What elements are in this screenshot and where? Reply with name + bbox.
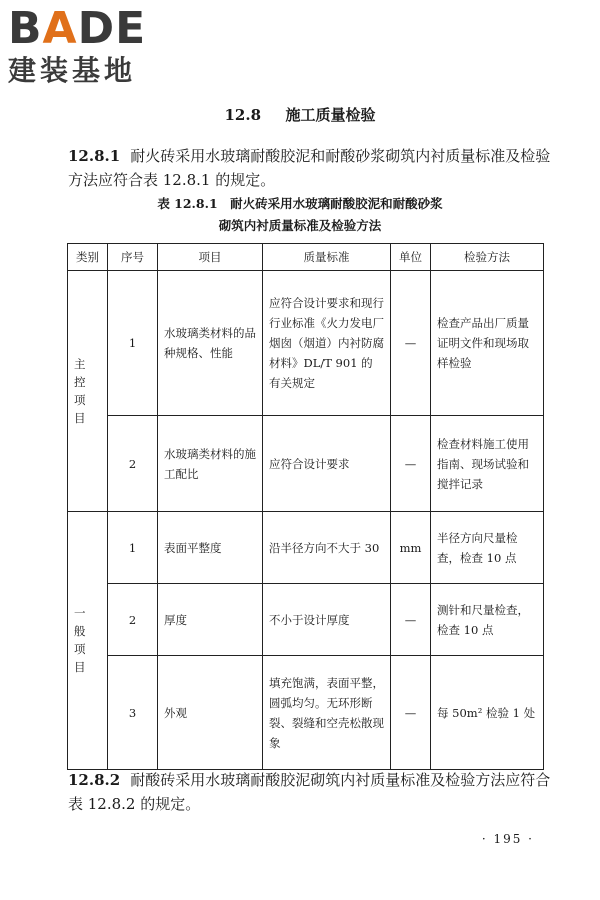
- section-title: 施工质量检验: [285, 106, 376, 124]
- row-unit: mm: [391, 512, 431, 584]
- table-row: [68, 656, 544, 770]
- quality-table: [67, 243, 544, 770]
- clause-text: 耐酸砖采用水玻璃耐酸胶泥砌筑内衬质量标准及检验方法应符合表 12.8.2 的规定。: [68, 771, 551, 813]
- row-standard: 沿半径方向不大于 30: [263, 512, 391, 584]
- header-method: 检验方法: [431, 244, 544, 271]
- row-unit: —: [391, 584, 431, 656]
- section-heading: [0, 104, 600, 125]
- row-method: 半径方向尺量检查，检查 10 点: [431, 512, 544, 584]
- header-unit: 单位: [391, 244, 431, 271]
- header-number: 序号: [108, 244, 158, 271]
- header-item: 项目: [158, 244, 263, 271]
- header-standard: 质量标准: [263, 244, 391, 271]
- logo: [8, 4, 178, 88]
- row-item: 表面平整度: [158, 512, 263, 584]
- header-category: 类别: [68, 244, 108, 271]
- logo-subtitle: 建装基地: [8, 54, 137, 87]
- row-number: 1: [108, 271, 158, 416]
- row-item: 水玻璃类材料的品种规格、性能: [158, 271, 263, 416]
- table-caption-line1: 表 12.8.1 耐火砖采用水玻璃耐酸胶泥和耐酸砂浆: [157, 196, 443, 211]
- table-header-row: [68, 244, 544, 271]
- page-number: · 195 ·: [481, 832, 534, 846]
- table-row: [68, 584, 544, 656]
- logo-wordmark: [8, 4, 178, 54]
- table-row: [68, 271, 544, 416]
- row-unit: —: [391, 271, 431, 416]
- clause-text: 耐火砖采用水玻璃耐酸胶泥和耐酸砂浆砌筑内衬质量标准及检验方法应符合表 12.8.1 的规定。: [68, 147, 551, 189]
- table-caption-line2: 砌筑内衬质量标准及检验方法: [218, 218, 382, 233]
- row-item: 水玻璃类材料的施工配比: [158, 416, 263, 512]
- row-standard: 应符合设计要求和现行行业标准《火力发电厂烟囱（烟道）内衬防腐材料》DL/T 901 的有关规定: [263, 271, 391, 416]
- row-item: 外观: [158, 656, 263, 770]
- row-standard: 应符合设计要求: [263, 416, 391, 512]
- clause-number: 12.8.1: [68, 147, 121, 165]
- row-method: 检查材料施工使用指南、现场试验和搅拌记录: [431, 416, 544, 512]
- row-standard: 填充饱满，表面平整，圆弧均匀。无环形断裂、裂缝和空壳松散现象: [263, 656, 391, 770]
- row-standard: 不小于设计厚度: [263, 584, 391, 656]
- row-item: 厚度: [158, 584, 263, 656]
- row-method: 测针和尺量检查，检查 10 点: [431, 584, 544, 656]
- clause-12-8-1: [68, 144, 558, 192]
- row-unit: —: [391, 416, 431, 512]
- row-number: 1: [108, 512, 158, 584]
- clause-number: 12.8.2: [68, 771, 121, 789]
- table-row: [68, 416, 544, 512]
- row-number: 2: [108, 416, 158, 512]
- row-method: 检查产品出厂质量证明文件和现场取样检验: [431, 271, 544, 416]
- category-cell: 一般项目: [68, 512, 108, 770]
- category-cell: 主控项目: [68, 271, 108, 512]
- row-unit: —: [391, 656, 431, 770]
- row-number: 3: [108, 656, 158, 770]
- section-number: 12.8: [224, 106, 262, 124]
- table-row: [68, 512, 544, 584]
- row-method: 每 50m² 检验 1 处: [431, 656, 544, 770]
- logo-top-text: BADE: [8, 3, 147, 54]
- clause-12-8-2: [68, 768, 558, 816]
- row-number: 2: [108, 584, 158, 656]
